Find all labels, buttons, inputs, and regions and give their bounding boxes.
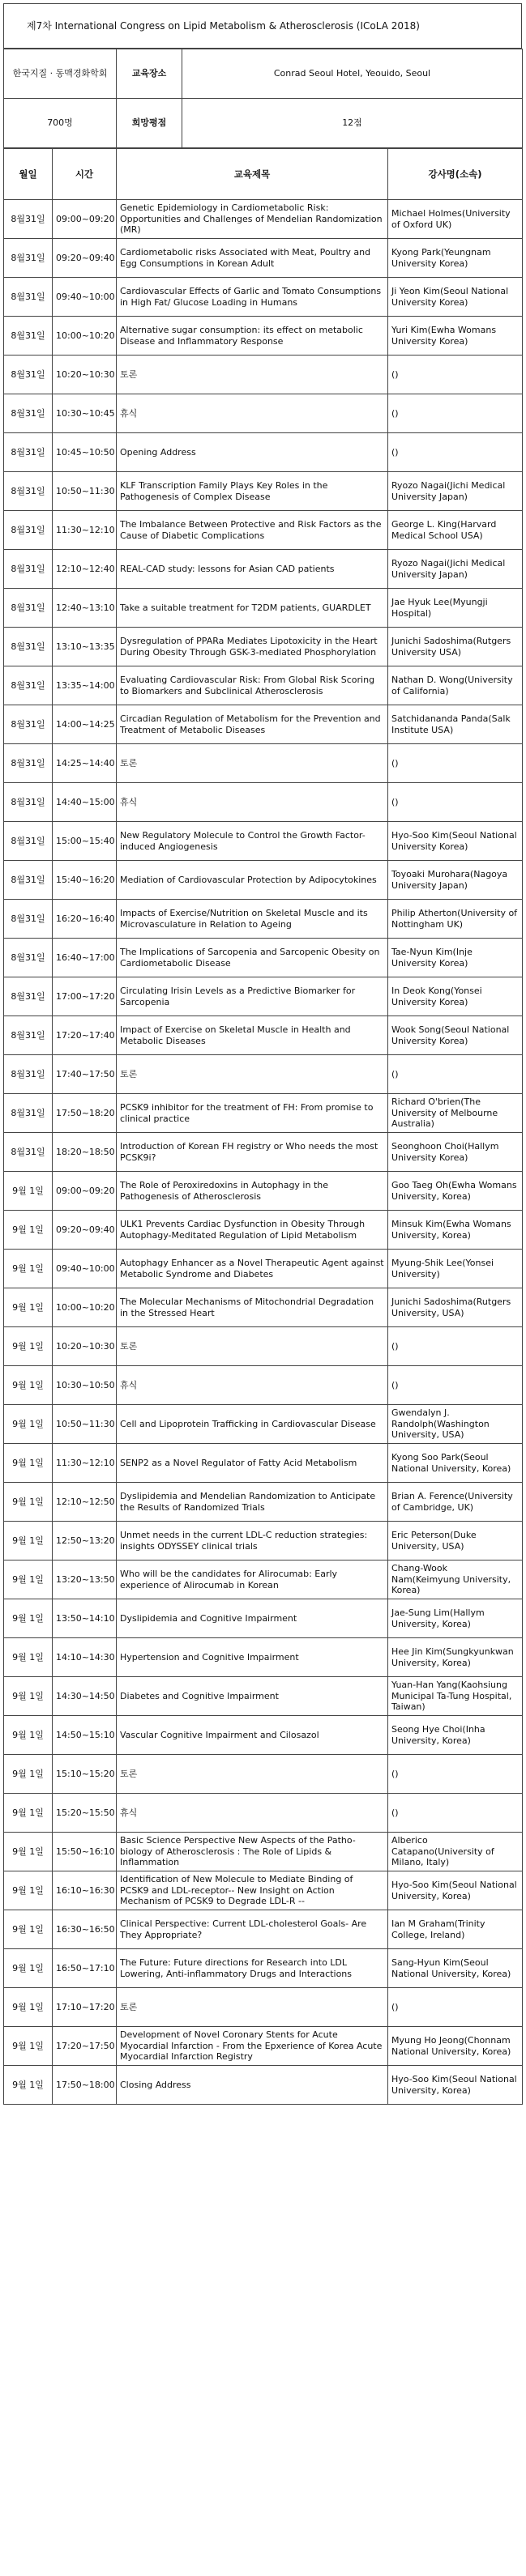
row-date: 8월31일 [4, 822, 53, 861]
row-speaker: In Deok Kong(Yonsei University Korea) [388, 977, 523, 1016]
row-topic: REAL-CAD study: lessons for Asian CAD patients [117, 550, 388, 589]
row-speaker: Hee Jin Kim(Sungkyunkwan University, Korea) [388, 1638, 523, 1677]
row-topic: 토론 [117, 1988, 388, 2027]
row-time: 14:30~14:50 [53, 1677, 117, 1716]
row-topic: New Regulatory Molecule to Control the Growth Factor-induced Angiogenesis [117, 822, 388, 861]
row-date: 8월31일 [4, 433, 53, 472]
row-time: 14:25~14:40 [53, 744, 117, 783]
row-time: 14:10~14:30 [53, 1638, 117, 1677]
row-speaker: Seong Hye Choi(Inha University, Korea) [388, 1716, 523, 1755]
table-row [4, 1910, 523, 1949]
table-row [4, 1716, 523, 1755]
row-speaker: () [388, 744, 523, 783]
row-speaker: Myung-Shik Lee(Yonsei University) [388, 1250, 523, 1288]
row-topic: Circulating Irisin Levels as a Predictive Biomarker for Sarcopenia [117, 977, 388, 1016]
table-row [4, 861, 523, 900]
row-topic: Cardiometabolic risks Associated with Meat, Poultry and Egg Consumptions in Korean Adult [117, 239, 388, 278]
row-time: 15:10~15:20 [53, 1755, 117, 1794]
table-row [4, 1405, 523, 1444]
table-row [4, 900, 523, 939]
row-date: 8월31일 [4, 900, 53, 939]
row-time: 17:40~17:50 [53, 1055, 117, 1094]
row-date: 8월31일 [4, 356, 53, 394]
row-speaker: () [388, 783, 523, 822]
row-time: 16:30~16:50 [53, 1910, 117, 1949]
credits-label: 희망평점 [117, 99, 182, 148]
row-topic: 토론 [117, 744, 388, 783]
row-speaker: Jae-Sung Lim(Hallym University, Korea) [388, 1599, 523, 1638]
row-time: 16:40~17:00 [53, 939, 117, 977]
table-row [4, 1599, 523, 1638]
row-time: 09:20~09:40 [53, 239, 117, 278]
row-topic: 휴식 [117, 1366, 388, 1405]
row-speaker: () [388, 1794, 523, 1833]
row-time: 09:20~09:40 [53, 1211, 117, 1250]
row-topic: Genetic Epidemiology in Cardiometabolic Risk: Opportunities and Challenges of Mendelian Randomization (MR) [117, 200, 388, 239]
row-date: 9월 1일 [4, 2066, 53, 2105]
row-time: 14:00~14:25 [53, 705, 117, 744]
table-row [4, 628, 523, 666]
row-speaker: () [388, 1327, 523, 1366]
row-topic: Dysregulation of PPARa Mediates Lipotoxicity in the Heart During Obesity Through GSK-3-mediated Phosphorylation [117, 628, 388, 666]
table-row [4, 511, 523, 550]
row-time: 17:50~18:20 [53, 1094, 117, 1133]
row-time: 16:20~16:40 [53, 900, 117, 939]
row-date: 8월31일 [4, 628, 53, 666]
row-time: 17:20~17:40 [53, 1016, 117, 1055]
table-row [4, 1483, 523, 1522]
row-topic: Cell and Lipoprotein Trafficking in Cardiovascular Disease [117, 1405, 388, 1444]
row-time: 12:10~12:40 [53, 550, 117, 589]
row-speaker: Myung Ho Jeong(Chonnam National University, Korea) [388, 2027, 523, 2066]
schedule-header-row [4, 149, 523, 200]
row-time: 14:40~15:00 [53, 783, 117, 822]
table-row [4, 1055, 523, 1094]
row-date: 8월31일 [4, 666, 53, 705]
capacity: 700명 [4, 99, 117, 148]
row-speaker: Hyo-Soo Kim(Seoul National University, Korea) [388, 2066, 523, 2105]
row-topic: Clinical Perspective: Current LDL-cholesterol Goals- Are They Appropriate? [117, 1910, 388, 1949]
row-time: 15:40~16:20 [53, 861, 117, 900]
row-topic: 토론 [117, 356, 388, 394]
row-speaker: Brian A. Ference(University of Cambridge, UK) [388, 1483, 523, 1522]
table-row [4, 1016, 523, 1055]
table-row [4, 1172, 523, 1211]
row-date: 9월 1일 [4, 1949, 53, 1988]
table-row [4, 433, 523, 472]
row-date: 9월 1일 [4, 1755, 53, 1794]
table-row [4, 1794, 523, 1833]
row-topic: Closing Address [117, 2066, 388, 2105]
row-topic: Opening Address [117, 433, 388, 472]
row-speaker: Tae-Nyun Kim(Inje University Korea) [388, 939, 523, 977]
title-table [3, 3, 522, 49]
row-topic: Introduction of Korean FH registry or Who needs the most PCSK9i? [117, 1133, 388, 1172]
table-row [4, 2027, 523, 2066]
info-table [3, 49, 523, 148]
row-speaker: Michael Holmes(University of Oxford UK) [388, 200, 523, 239]
row-date: 8월31일 [4, 511, 53, 550]
row-time: 10:30~10:45 [53, 394, 117, 433]
row-speaker: () [388, 1755, 523, 1794]
row-date: 9월 1일 [4, 1833, 53, 1871]
table-row [4, 1988, 523, 2027]
row-speaker: Satchidananda Panda(Salk Institute USA) [388, 705, 523, 744]
row-date: 8월31일 [4, 744, 53, 783]
row-time: 09:00~09:20 [53, 200, 117, 239]
row-topic: Development of Novel Coronary Stents for Acute Myocardial Infarction - From the Epxerience of Korea Acute Myocardial Infarction Registry [117, 2027, 388, 2066]
row-date: 9월 1일 [4, 1211, 53, 1250]
table-row [4, 1638, 523, 1677]
row-date: 9월 1일 [4, 1716, 53, 1755]
row-topic: Impact of Exercise on Skeletal Muscle in Health and Metabolic Diseases [117, 1016, 388, 1055]
header-speaker: 강사명(소속) [388, 149, 523, 200]
table-row [4, 356, 523, 394]
row-speaker: Hyo-Soo Kim(Seoul National University Korea) [388, 822, 523, 861]
row-time: 15:50~16:10 [53, 1833, 117, 1871]
row-speaker: Ian M Graham(Trinity College, Ireland) [388, 1910, 523, 1949]
row-time: 17:20~17:50 [53, 2027, 117, 2066]
table-row [4, 2066, 523, 2105]
row-topic: The Role of Peroxiredoxins in Autophagy in the Pathogenesis of Atherosclerosis [117, 1172, 388, 1211]
row-time: 10:00~10:20 [53, 1288, 117, 1327]
table-row [4, 1366, 523, 1405]
row-time: 13:35~14:00 [53, 666, 117, 705]
table-row [4, 1327, 523, 1366]
row-date: 8월31일 [4, 1094, 53, 1133]
row-speaker: Nathan D. Wong(University of California) [388, 666, 523, 705]
table-row [4, 472, 523, 511]
row-speaker: Sang-Hyun Kim(Seoul National University, Korea) [388, 1949, 523, 1988]
row-time: 15:20~15:50 [53, 1794, 117, 1833]
row-date: 9월 1일 [4, 1910, 53, 1949]
row-date: 8월31일 [4, 1055, 53, 1094]
organizer: 한국지질 · 동맥경화학회 [4, 49, 117, 99]
row-topic: Hypertension and Cognitive Impairment [117, 1638, 388, 1677]
table-row [4, 1133, 523, 1172]
row-date: 9월 1일 [4, 1405, 53, 1444]
row-date: 8월31일 [4, 200, 53, 239]
row-date: 8월31일 [4, 239, 53, 278]
table-row [4, 1094, 523, 1133]
row-time: 17:50~18:00 [53, 2066, 117, 2105]
table-row [4, 744, 523, 783]
row-date: 8월31일 [4, 861, 53, 900]
row-speaker: Richard O'brien(The University of Melbourne Australia) [388, 1094, 523, 1133]
row-topic: The Imbalance Between Protective and Risk Factors as the Cause of Diabetic Complications [117, 511, 388, 550]
row-time: 13:50~14:10 [53, 1599, 117, 1638]
row-date: 8월31일 [4, 550, 53, 589]
row-date: 8월31일 [4, 939, 53, 977]
row-topic: Unmet needs in the current LDL-C reduction strategies: insights ODYSSEY clinical trials [117, 1522, 388, 1561]
row-date: 9월 1일 [4, 1522, 53, 1561]
row-date: 9월 1일 [4, 1677, 53, 1716]
table-row [4, 939, 523, 977]
header-date: 월일 [4, 149, 53, 200]
row-speaker: () [388, 356, 523, 394]
row-date: 9월 1일 [4, 1483, 53, 1522]
row-speaker: Toyoaki Murohara(Nagoya University Japan) [388, 861, 523, 900]
row-time: 11:30~12:10 [53, 511, 117, 550]
row-time: 10:00~10:20 [53, 317, 117, 356]
row-topic: 토론 [117, 1327, 388, 1366]
row-speaker: () [388, 1366, 523, 1405]
row-date: 9월 1일 [4, 1871, 53, 1910]
row-speaker: Ryozo Nagai(Jichi Medical University Japan) [388, 472, 523, 511]
row-date: 9월 1일 [4, 1366, 53, 1405]
table-row [4, 1211, 523, 1250]
row-time: 09:00~09:20 [53, 1172, 117, 1211]
row-time: 10:30~10:50 [53, 1366, 117, 1405]
row-date: 9월 1일 [4, 1172, 53, 1211]
row-date: 8월31일 [4, 394, 53, 433]
row-time: 10:20~10:30 [53, 1327, 117, 1366]
schedule-table [3, 148, 523, 2105]
table-row [4, 783, 523, 822]
row-topic: 휴식 [117, 394, 388, 433]
row-time: 14:50~15:10 [53, 1716, 117, 1755]
row-date: 8월31일 [4, 472, 53, 511]
row-speaker: Philip Atherton(University of Nottingham UK) [388, 900, 523, 939]
table-row [4, 1755, 523, 1794]
row-topic: Diabetes and Cognitive Impairment [117, 1677, 388, 1716]
row-speaker: Gwendalyn J. Randolph(Washington University, USA) [388, 1405, 523, 1444]
row-date: 9월 1일 [4, 1288, 53, 1327]
row-topic: Autophagy Enhancer as a Novel Therapeutic Agent against Metabolic Syndrome and Diabetes [117, 1250, 388, 1288]
row-time: 09:40~10:00 [53, 278, 117, 317]
table-row [4, 589, 523, 628]
row-topic: Basic Science Perspective New Aspects of the Patho-biology of Atherosclerosis : The Role of Lipids & Inflammation [117, 1833, 388, 1871]
table-row [4, 239, 523, 278]
table-row [4, 822, 523, 861]
row-date: 8월31일 [4, 589, 53, 628]
row-speaker: () [388, 433, 523, 472]
venue: Conrad Seoul Hotel, Yeouido, Seoul [182, 49, 523, 99]
row-date: 9월 1일 [4, 1794, 53, 1833]
row-speaker: Yuri Kim(Ewha Womans University Korea) [388, 317, 523, 356]
credits: 12점 [182, 99, 523, 148]
row-time: 13:20~13:50 [53, 1561, 117, 1599]
row-topic: Circadian Regulation of Metabolism for the Prevention and Treatment of Metabolic Diseases [117, 705, 388, 744]
table-row [4, 1288, 523, 1327]
row-date: 9월 1일 [4, 1599, 53, 1638]
row-date: 9월 1일 [4, 1988, 53, 2027]
row-topic: The Implications of Sarcopenia and Sarcopenic Obesity on Cardiometabolic Disease [117, 939, 388, 977]
row-speaker: Junichi Sadoshima(Rutgers University USA) [388, 628, 523, 666]
table-row [4, 666, 523, 705]
table-row [4, 977, 523, 1016]
row-time: 17:10~17:20 [53, 1988, 117, 2027]
row-time: 10:50~11:30 [53, 1405, 117, 1444]
table-row [4, 1561, 523, 1599]
row-topic: 토론 [117, 1055, 388, 1094]
table-row [4, 1677, 523, 1716]
row-date: 9월 1일 [4, 1327, 53, 1366]
row-speaker: Eric Peterson(Duke University, USA) [388, 1522, 523, 1561]
row-topic: Evaluating Cardiovascular Risk: From Global Risk Scoring to Biomarkers and Subclinical Atherosclerosis [117, 666, 388, 705]
row-speaker: Wook Song(Seoul National University Korea) [388, 1016, 523, 1055]
row-speaker: Hyo-Soo Kim(Seoul National University, Korea) [388, 1871, 523, 1910]
row-topic: Take a suitable treatment for T2DM patients, GUARDLET [117, 589, 388, 628]
row-topic: The Future: Future directions for Research into LDL Lowering, Anti-inflammatory Drugs and Interactions [117, 1949, 388, 1988]
row-time: 12:40~13:10 [53, 589, 117, 628]
congress-title: 제7차 International Congress on Lipid Metabolism & Atherosclerosis (ICoLA 2018) [4, 4, 522, 49]
row-date: 9월 1일 [4, 1638, 53, 1677]
row-date: 8월31일 [4, 1133, 53, 1172]
table-row [4, 1871, 523, 1910]
row-topic: Cardiovascular Effects of Garlic and Tomato Consumptions in High Fat/ Glucose Loading in Humans [117, 278, 388, 317]
row-topic: Vascular Cognitive Impairment and Cilosazol [117, 1716, 388, 1755]
row-topic: Impacts of Exercise/Nutrition on Skeletal Muscle and its Microvasculature in Relation to Ageing [117, 900, 388, 939]
row-date: 9월 1일 [4, 1444, 53, 1483]
row-topic: Mediation of Cardiovascular Protection by Adipocytokines [117, 861, 388, 900]
row-time: 16:10~16:30 [53, 1871, 117, 1910]
row-speaker: Kyong Soo Park(Seoul National University, Korea) [388, 1444, 523, 1483]
row-date: 8월31일 [4, 783, 53, 822]
row-speaker: Goo Taeg Oh(Ewha Womans University, Korea) [388, 1172, 523, 1211]
row-speaker: Alberico Catapano(University of Milano, Italy) [388, 1833, 523, 1871]
row-speaker: () [388, 1988, 523, 2027]
row-topic: PCSK9 inhibitor for the treatment of FH: From promise to clinical practice [117, 1094, 388, 1133]
table-row [4, 705, 523, 744]
row-date: 8월31일 [4, 278, 53, 317]
row-date: 9월 1일 [4, 1561, 53, 1599]
row-date: 9월 1일 [4, 2027, 53, 2066]
row-time: 10:20~10:30 [53, 356, 117, 394]
table-row [4, 550, 523, 589]
document-page [3, 3, 522, 2105]
row-topic: Who will be the candidates for Alirocumab: Early experience of Alirocumab in Korean [117, 1561, 388, 1599]
row-topic: 휴식 [117, 783, 388, 822]
table-row [4, 317, 523, 356]
row-speaker: Yuan-Han Yang(Kaohsiung Municipal Ta-Tung Hospital, Taiwan) [388, 1677, 523, 1716]
row-time: 18:20~18:50 [53, 1133, 117, 1172]
row-time: 17:00~17:20 [53, 977, 117, 1016]
row-speaker: () [388, 1055, 523, 1094]
table-row [4, 1444, 523, 1483]
row-time: 09:40~10:00 [53, 1250, 117, 1288]
row-time: 10:50~11:30 [53, 472, 117, 511]
row-date: 8월31일 [4, 705, 53, 744]
row-date: 9월 1일 [4, 1250, 53, 1288]
row-topic: Dyslipidemia and Mendelian Randomization to Anticipate the Results of Randomized Trials [117, 1483, 388, 1522]
row-topic: The Molecular Mechanisms of Mitochondrial Degradation in the Stressed Heart [117, 1288, 388, 1327]
row-speaker: George L. King(Harvard Medical School USA) [388, 511, 523, 550]
row-speaker: () [388, 394, 523, 433]
row-topic: ULK1 Prevents Cardiac Dysfunction in Obesity Through Autophagy-Meditated Regulation of Lipid Metabolism [117, 1211, 388, 1250]
row-topic: SENP2 as a Novel Regulator of Fatty Acid Metabolism [117, 1444, 388, 1483]
table-row [4, 1949, 523, 1988]
table-row [4, 278, 523, 317]
table-row [4, 394, 523, 433]
schedule-body [4, 200, 523, 2105]
row-topic: 토론 [117, 1755, 388, 1794]
row-speaker: Ryozo Nagai(Jichi Medical University Japan) [388, 550, 523, 589]
table-row [4, 1522, 523, 1561]
row-speaker: Chang-Wook Nam(Keimyung University, Korea) [388, 1561, 523, 1599]
row-date: 8월31일 [4, 1016, 53, 1055]
row-topic: Identification of New Molecule to Mediate Binding of PCSK9 and LDL-receptor-- New Insight on Action Mechanism of PCSK9 to Degrade LDL-R -- [117, 1871, 388, 1910]
header-topic: 교육제목 [117, 149, 388, 200]
row-topic: KLF Transcription Family Plays Key Roles in the Pathogenesis of Complex Disease [117, 472, 388, 511]
table-row [4, 1250, 523, 1288]
row-time: 12:50~13:20 [53, 1522, 117, 1561]
row-speaker: Jae Hyuk Lee(Myungji Hospital) [388, 589, 523, 628]
row-speaker: Junichi Sadoshima(Rutgers University, USA) [388, 1288, 523, 1327]
row-time: 10:45~10:50 [53, 433, 117, 472]
venue-label: 교육장소 [117, 49, 182, 99]
row-speaker: Kyong Park(Yeungnam University Korea) [388, 239, 523, 278]
row-time: 11:30~12:10 [53, 1444, 117, 1483]
row-speaker: Ji Yeon Kim(Seoul National University Korea) [388, 278, 523, 317]
row-speaker: Minsuk Kim(Ewha Womans University, Korea) [388, 1211, 523, 1250]
row-topic: Dyslipidemia and Cognitive Impairment [117, 1599, 388, 1638]
row-topic: 휴식 [117, 1794, 388, 1833]
row-date: 8월31일 [4, 317, 53, 356]
header-time: 시간 [53, 149, 117, 200]
table-row [4, 1833, 523, 1871]
row-topic: Alternative sugar consumption: its effect on metabolic Disease and Inflammatory Response [117, 317, 388, 356]
row-date: 8월31일 [4, 977, 53, 1016]
row-time: 15:00~15:40 [53, 822, 117, 861]
row-speaker: Seonghoon Choi(Hallym University Korea) [388, 1133, 523, 1172]
row-time: 13:10~13:35 [53, 628, 117, 666]
row-time: 12:10~12:50 [53, 1483, 117, 1522]
table-row [4, 200, 523, 239]
row-time: 16:50~17:10 [53, 1949, 117, 1988]
